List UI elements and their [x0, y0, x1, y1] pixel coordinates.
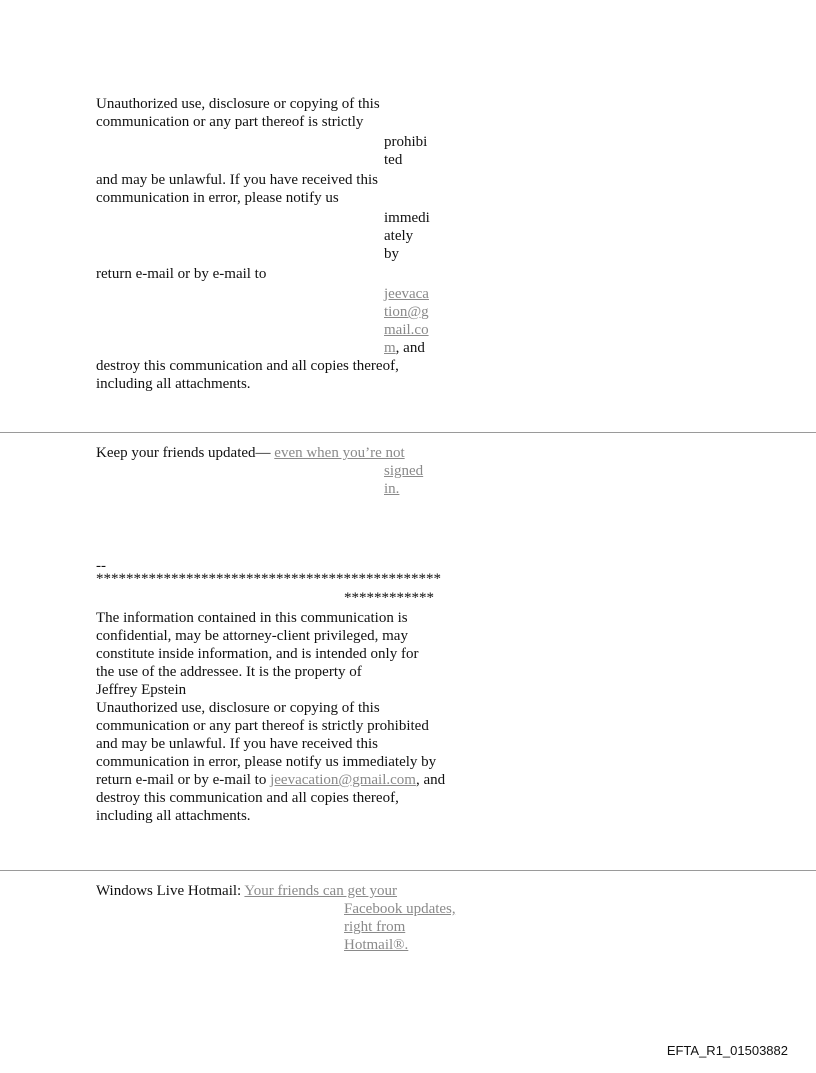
body-line: The information contained in this communication is — [96, 610, 408, 626]
email-link-part[interactable]: tion@g — [384, 304, 429, 320]
body-line: destroy this communication and all copies thereof, — [96, 790, 399, 806]
body-fragment: prohibi — [384, 134, 428, 150]
body-fragment: by — [384, 246, 399, 262]
promo-link-fragment[interactable] — [344, 936, 408, 954]
body-line: communication in error, please notify us immediately by — [96, 754, 437, 770]
promo-text: Keep your friends updated— — [96, 445, 275, 461]
body-line: destroy this communication and all copies thereof, — [96, 358, 399, 374]
email-link[interactable]: jeevacation@gmail.com — [270, 772, 416, 788]
asterisk-rule: ************ — [344, 590, 434, 606]
body-text: return e-mail or by e-mail to — [96, 772, 271, 788]
document-id: EFTA_R1_01503882 — [666, 1043, 788, 1058]
email-link-part[interactable]: mail.co — [384, 322, 429, 338]
email-link-fragment[interactable] — [384, 339, 425, 357]
body-line: confidential, may be attorney-client privileged, may — [96, 628, 408, 644]
body-text: , and — [415, 772, 446, 788]
asterisk-rule: ********************************************** — [96, 571, 441, 587]
promo-link[interactable]: right from — [344, 919, 406, 935]
body-line: Unauthorized use, disclosure or copying of this — [96, 96, 380, 112]
body-fragment: ted — [384, 152, 403, 168]
body-line: including all attachments. — [96, 808, 251, 824]
promo-link[interactable]: Facebook updates, — [344, 901, 456, 917]
promo-link[interactable]: in. — [384, 481, 400, 497]
promo-link[interactable]: even when you’re not — [274, 445, 405, 461]
body-line: constitute inside information, and is intended only for — [96, 646, 419, 662]
body-line: including all attachments. — [96, 376, 251, 392]
promo-link[interactable]: Hotmail®. — [344, 937, 409, 953]
promo-link-fragment[interactable] — [344, 900, 456, 918]
separator — [0, 870, 816, 871]
promo-line — [96, 444, 405, 462]
body-fragment: ately — [384, 228, 414, 244]
body-line: communication in error, please notify us — [96, 190, 339, 206]
email-link-fragment[interactable] — [384, 303, 429, 321]
promo-link[interactable]: Your friends can get your — [244, 883, 398, 899]
promo-link-fragment[interactable] — [384, 480, 399, 498]
promo-text: Windows Live Hotmail: — [96, 883, 245, 899]
body-line: return e-mail or by e-mail to — [96, 266, 267, 282]
body-line: and may be unlawful. If you have received this — [96, 172, 378, 188]
email-link-part[interactable]: jeevaca — [384, 286, 429, 302]
promo-link-fragment[interactable] — [344, 918, 405, 936]
separator — [0, 432, 816, 433]
promo-line — [96, 882, 397, 900]
body-line — [96, 771, 445, 789]
signature-dashes: -- — [96, 558, 106, 574]
body-line: Jeffrey Epstein — [96, 682, 187, 698]
body-line: the use of the addressee. It is the property of — [96, 664, 362, 680]
body-line: communication or any part thereof is strictly — [96, 114, 364, 130]
promo-link-fragment[interactable] — [384, 462, 423, 480]
body-line: and may be unlawful. If you have received this — [96, 736, 378, 752]
promo-link[interactable]: signed — [384, 463, 424, 479]
email-link-fragment[interactable] — [384, 285, 429, 303]
body-line: communication or any part thereof is strictly prohibited — [96, 718, 429, 734]
body-fragment: immedi — [384, 210, 430, 226]
email-link-fragment[interactable] — [384, 321, 429, 339]
body-fragment: , and — [395, 340, 425, 356]
body-line: Unauthorized use, disclosure or copying of this — [96, 700, 380, 716]
email-link-part[interactable]: m — [384, 340, 396, 356]
